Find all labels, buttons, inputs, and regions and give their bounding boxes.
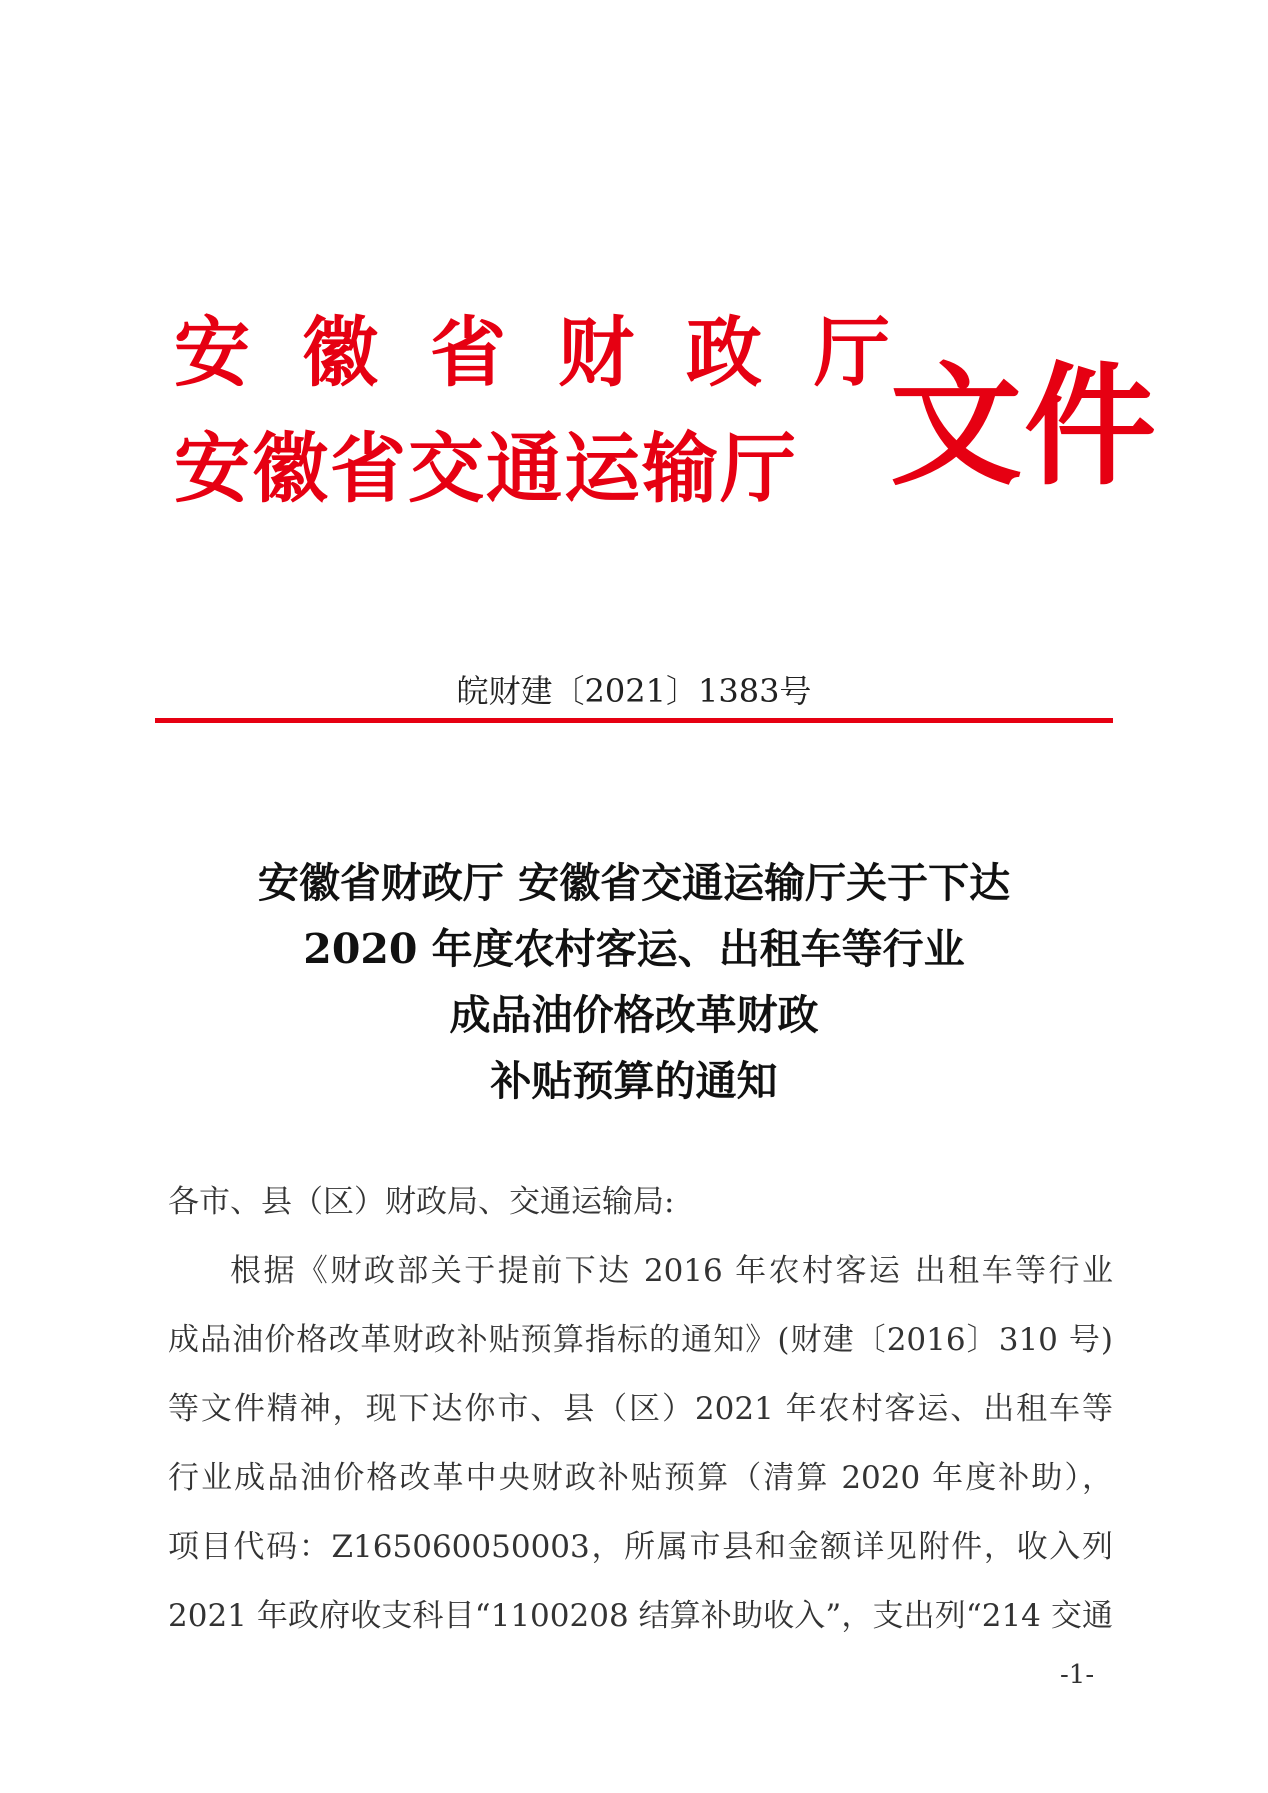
- body-line: 成品油价格改革财政补贴预算指标的通知》(财建〔2016〕310 号): [168, 1322, 1113, 1358]
- title-line: 成品油价格改革财政: [449, 991, 819, 1039]
- document-body: [168, 1168, 1113, 1651]
- page-number: -1-: [1060, 1660, 1095, 1690]
- body-line: 行业成品油价格改革中央财政补贴预算（清算 2020 年度补助），: [168, 1460, 1113, 1496]
- salutation: 各市、县（区）财政局、交通运输局:: [168, 1184, 675, 1220]
- title-line: 补贴预算的通知: [490, 1057, 778, 1105]
- issuing-agency-transport: 安徽省交通运输厅: [174, 424, 798, 513]
- issuing-agency-finance: 安徽省财政厅: [174, 308, 942, 397]
- title-line: 安徽省财政厅 安徽省交通运输厅关于下达: [257, 859, 1011, 907]
- red-separator-line: [155, 718, 1113, 723]
- document-title: [0, 850, 1268, 1114]
- document-type-label: 文件: [890, 349, 1158, 504]
- body-line: 根据《财政部关于提前下达 2016 年农村客运 出租车等行业: [230, 1253, 1113, 1289]
- title-line: 2020 年度农村客运、出租车等行业: [303, 925, 965, 973]
- body-line: 等文件精神，现下达你市、县（区）2021 年农村客运、出租车等: [168, 1391, 1113, 1427]
- body-line: 项目代码：Z165060050003，所属市县和金额详见附件，收入列: [168, 1529, 1113, 1565]
- body-line: 2021 年政府收支科目“1100208 结算补助收入”，支出列“214 交通: [168, 1598, 1113, 1634]
- document-number: 皖财建〔2021〕1383号: [456, 672, 812, 710]
